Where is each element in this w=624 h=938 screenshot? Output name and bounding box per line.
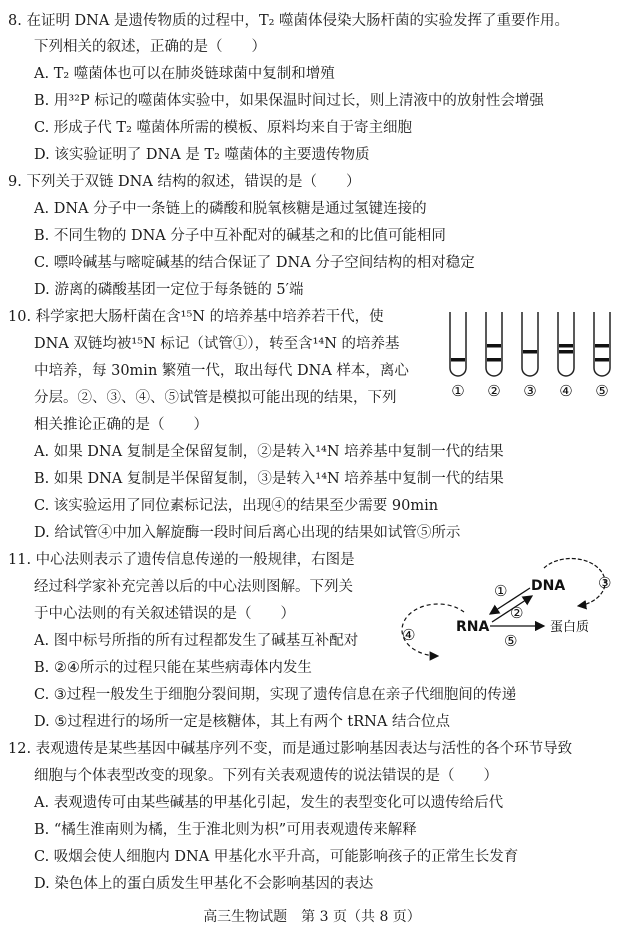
q8-option-b: B. 用³²P 标记的噬菌体实验中，如果保温时间过长，则上清液中的放射性会增强 — [34, 93, 544, 109]
q8-stem-line2: 下列相关的叙述，正确的是（ ） — [34, 39, 266, 55]
q10-stem-line2: DNA 双链均被¹⁵N 标记（试管①），转至含¹⁴N 的培养基 — [34, 336, 400, 352]
dna-band — [595, 344, 609, 348]
q9-option-a: A. DNA 分子中一条链上的磷酸和脱氧核糖是通过氢键连接的 — [34, 201, 427, 217]
tube-label-3: ③ — [523, 382, 537, 400]
dna-band — [595, 358, 609, 362]
q9-option-d: D. 游离的磷酸基团一定位于每条链的 5′端 — [34, 282, 304, 298]
protein-label: 蛋白质 — [550, 620, 590, 635]
dna-band — [559, 350, 573, 354]
rna-label: RNA — [456, 619, 490, 635]
q12-option-c: C. 吸烟会使人细胞内 DNA 甲基化水平升高，可能影响孩子的正常生长发育 — [34, 849, 519, 865]
q10-option-b: B. 如果 DNA 复制是半保留复制，③是转入¹⁴N 培养基中复制一代的结果 — [34, 471, 504, 487]
q8-stem-line1: 8. 在证明 DNA 是遗传物质的过程中，T₂ 噬菌体侵染大肠杆菌的实验发挥了重要作用。 — [8, 13, 570, 29]
q10-option-c: C. 该实验运用了同位素标记法，出现④的结果至少需要 90min — [34, 498, 439, 514]
process-label-4: ④ — [402, 626, 416, 644]
q11-option-b: B. ②④所示的过程只能在某些病毒体内发生 — [34, 660, 312, 676]
dna-band — [523, 350, 537, 354]
dna-label: DNA — [531, 578, 566, 594]
process-label-5: ⑤ — [504, 632, 518, 650]
q10-stem-line5: 相关推论正确的是（ ） — [34, 417, 208, 433]
q12-option-d: D. 染色体上的蛋白质发生甲基化不会影响基因的表达 — [34, 876, 374, 892]
q11-stem-line1: 11. 中心法则表示了遗传信息传递的一般规律，右图是 — [8, 552, 355, 568]
dna-band — [559, 344, 573, 348]
q8-option-c: C. 形成子代 T₂ 噬菌体所需的模板、原料均来自于寄主细胞 — [34, 120, 412, 136]
q10-stem-line3: 中培养，每 30min 繁殖一代，取出每代 DNA 样本，离心 — [34, 363, 409, 379]
tube-label-2: ② — [487, 382, 501, 400]
page-footer: 高三生物试题 第 3 页（共 8 页） — [203, 909, 421, 925]
test-tube-3 — [522, 312, 538, 376]
tube-label-5: ⑤ — [595, 382, 609, 400]
q12-stem-line1: 12. 表观遗传是某些基因中碱基序列不变，而是通过影响基因表达与活性的各个环节导致 — [8, 741, 573, 757]
q12-stem-line2: 细胞与个体表型改变的现象。下列有关表观遗传的说法错误的是（ ） — [34, 768, 498, 784]
q11-option-d: D. ⑤过程进行的场所一定是核糖体，其上有两个 tRNA 结合位点 — [34, 714, 450, 730]
q12-option-b: B. “橘生淮南则为橘，生于淮北则为枳”可用表观遗传来解释 — [34, 822, 417, 838]
q8-option-a: A. T₂ 噬菌体也可以在肺炎链球菌中复制和增殖 — [34, 66, 335, 82]
q11-option-c: C. ③过程一般发生于细胞分裂间期，实现了遗传信息在亲子代细胞间的传递 — [34, 687, 517, 703]
dna-band — [487, 344, 501, 348]
tube-label-4: ④ — [559, 382, 573, 400]
q9-stem: 9. 下列关于双链 DNA 结构的叙述，错误的是（ ） — [8, 174, 361, 190]
q11-stem-line2: 经过科学家补充完善以后的中心法则图解。下列关 — [34, 579, 353, 595]
q10-option-d: D. 给试管④中加入解旋酶一段时间后离心出现的结果如试管⑤所示 — [34, 525, 461, 541]
dna-band — [487, 358, 501, 362]
test-tubes-figure — [440, 306, 616, 402]
test-tube-1 — [450, 312, 466, 376]
dna-band — [451, 358, 465, 362]
q12-option-a: A. 表观遗传可由某些碱基的甲基化引起，发生的表型变化可以遗传给后代 — [34, 795, 504, 811]
q10-option-a: A. 如果 DNA 复制是全保留复制，②是转入¹⁴N 培养基中复制一代的结果 — [34, 444, 504, 460]
q9-option-c: C. 嘌呤碱基与嘧啶碱基的结合保证了 DNA 分子空间结构的相对稳定 — [34, 255, 475, 271]
q10-stem-line4: 分层。②、③、④、⑤试管是模拟可能出现的结果，下列 — [34, 390, 397, 406]
tube-label-1: ① — [451, 382, 465, 400]
q9-option-b: B. 不同生物的 DNA 分子中互补配对的碱基之和的比值可能相同 — [34, 228, 446, 244]
q8-option-d: D. 该实验证明了 DNA 是 T₂ 噬菌体的主要遗传物质 — [34, 147, 370, 163]
process-label-2: ② — [510, 604, 524, 622]
q11-option-a: A. 图中标号所指的所有过程都发生了碱基互补配对 — [34, 633, 359, 649]
q11-stem-line3: 于中心法则的有关叙述错误的是（ ） — [34, 606, 295, 622]
process-label-1: ① — [494, 582, 508, 600]
q10-stem-line1: 10. 科学家把大肠杆菌在含¹⁵N 的培养基中培养若干代，使 — [8, 309, 384, 325]
process-label-3: ③ — [598, 574, 612, 592]
central-dogma-diagram — [398, 546, 620, 668]
